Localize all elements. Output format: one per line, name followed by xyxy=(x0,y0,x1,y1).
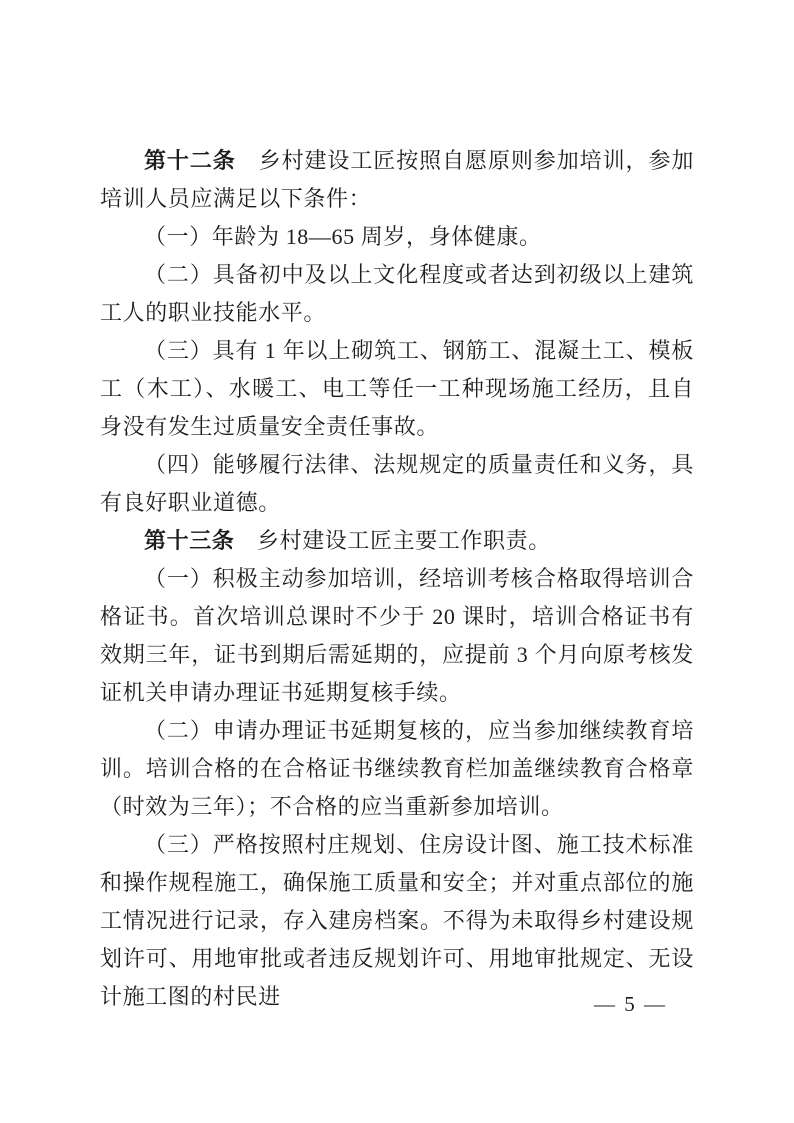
article-12-heading: 第十二条 xyxy=(144,148,236,173)
paragraph-text: （四）能够履行法律、法规规定的质量责任和义务，具有良好职业道德。 xyxy=(100,452,694,515)
paragraph-text: 乡村建设工匠按照自愿原则参加培训，参加培训人员应满足以下条件： xyxy=(100,148,694,211)
paragraph-item-2 xyxy=(100,256,694,332)
paragraph-duty-3 xyxy=(100,826,694,1016)
paragraph-text: （一）年龄为 18—65 周岁，身体健康。 xyxy=(144,224,542,249)
paragraph-text: （一）积极主动参加培训，经培训考核合格取得培训合格证书。首次培训总课时不少于 20 课时，培训合格证书有效期三年，证书到期后需延期的，应提前 3 个月向原考核发证机关申请办理证书延期复核手续。 xyxy=(100,566,694,705)
paragraph-item-3 xyxy=(100,332,694,446)
paragraph-article-12 xyxy=(100,142,694,218)
paragraph-duty-2 xyxy=(100,712,694,826)
paragraph-text: （三）严格按照村庄规划、住房设计图、施工技术标准和操作规程施工，确保施工质量和安全；并对重点部位的施工情况进行记录，存入建房档案。不得为未取得乡村建设规划许可、用地审批或者违反规划许可、用地审批规定、无设计施工图的村民进 xyxy=(100,832,694,1009)
paragraph-item-1 xyxy=(100,218,694,256)
paragraph-item-4 xyxy=(100,446,694,522)
paragraph-text: （三）具有 1 年以上砌筑工、钢筋工、混凝土工、模板工（木工）、水暖工、电工等任一工种现场施工经历，且自身没有发生过质量安全责任事故。 xyxy=(100,338,694,439)
paragraph-text: （二）具备初中及以上文化程度或者达到初级以上建筑工人的职业技能水平。 xyxy=(100,262,694,325)
paragraph-duty-1 xyxy=(100,560,694,712)
document-body xyxy=(100,142,694,1016)
paragraph-text: 乡村建设工匠主要工作职责。 xyxy=(234,528,551,553)
paragraph-article-13 xyxy=(100,522,694,560)
page-number: — 5 — xyxy=(594,992,667,1016)
article-13-heading: 第十三条 xyxy=(144,528,235,553)
paragraph-text: （二）申请办理证书延期复核的，应当参加继续教育培训。培训合格的在合格证书继续教育栏加盖继续教育合格章（时效为三年）；不合格的应当重新参加培训。 xyxy=(100,718,694,819)
